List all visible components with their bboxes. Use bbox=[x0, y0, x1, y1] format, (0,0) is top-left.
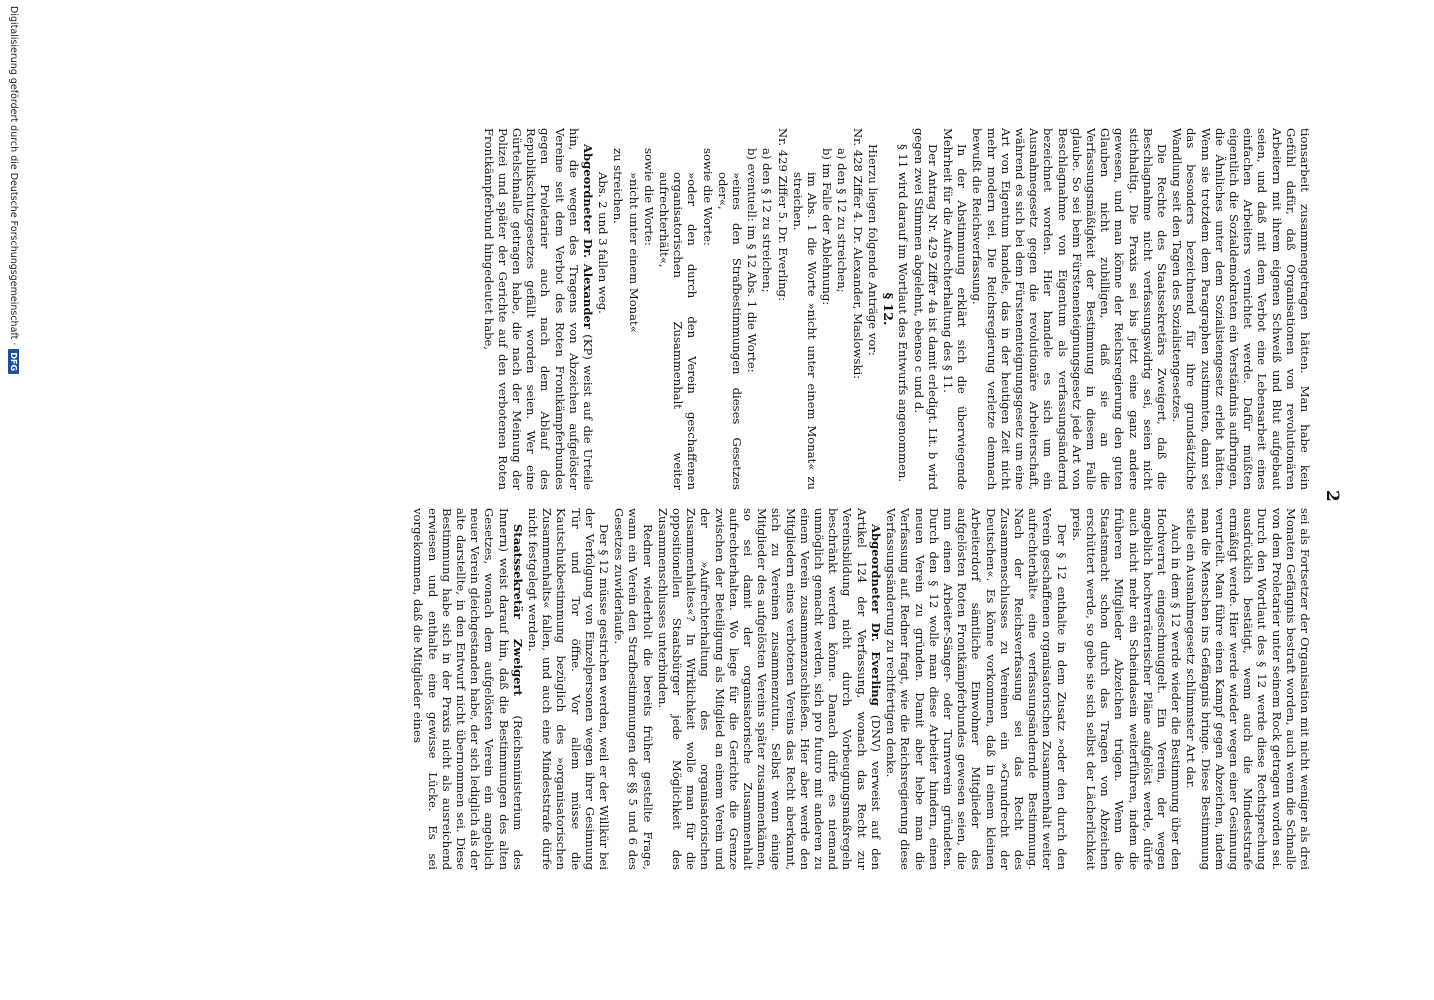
dfg-logo: DFG bbox=[8, 349, 19, 374]
left-column bbox=[102, 128, 1312, 490]
speech-paragraph bbox=[656, 508, 883, 870]
motion-item: b) eventuell: im § 12 Abs. 1 die Worte: bbox=[745, 148, 760, 373]
quoted-text: »nicht unter einem Monat« bbox=[626, 172, 641, 333]
speech-paragraph bbox=[411, 508, 525, 870]
motion-item: b) im Falle der Ablehnung: bbox=[820, 148, 835, 306]
motion-item: a) den § 12 zu streichen; bbox=[760, 148, 775, 293]
paragraph: Auch in dem § 12 werde wieder die Bestimmung über den Hochverrat eingeschmuggelt. Ein Verein, der wegen angeblich hochverräterischer Pläne aufgelöst werde, dürfe auch nicht mehr ein Scheindasein weiterführen, indem die früheren Mitglieder Abzeichen trügen. Wenn die Staatsmacht schon durch das Tragen von Abzeichen erschüttert werde, so gebe sie sich selbst der Lächerlichkeit preis. bbox=[1069, 508, 1184, 870]
speech-text: (DNV) verweist auf den Artikel 124 der Verfassung, wonach das Recht zur Vereinsbildung nicht durch Vorbeugungsmaßregeln beschränkt werden könne. Danach dürfe es niemand unmöglich gemacht werden, sich pro futuro mit anderen zu einem Verein zusammenzuschließen. Hier aber werde den Mitgliedern eines verbotenen Vereins das Recht aberkannt, sich zu Vereinen zusammenzutun. Selbst wenn einige Mitglieder des aufgelösten Vereins später zusammenkämen, so sei damit der organisatorische Zusammenhalt aufrechterhalten. Wo liege für die Gerichte die Grenze zwischen der Beteiligung als Mitglied an einem Verein und der »Aufrechterhaltung des organisatorischen Zusammenhaltes«? In Wirklichkeit wolle man für die oppositionellen Staatsbürger jede Möglichkeit des Zusammenschlusses unterbinden. bbox=[655, 508, 883, 870]
paragraph: In der Abstimmung erklärt sich die überwiegende Mehrheit für die Aufrechterhaltung des § 11. bbox=[940, 128, 970, 490]
motion-text: sowie die Worte: bbox=[641, 148, 656, 246]
motion-text: Abs. 2 und 3 fallen weg. bbox=[596, 172, 611, 314]
speaker-name: Staatssekretär Zweigert bbox=[510, 524, 525, 697]
quoted-text: »oder den durch den Verein geschaffenen organisatorischen Zusammenhalt weiter aufrechterhält«, bbox=[657, 172, 700, 490]
motion-text: im Abs. 1 die Worte »nicht unter einem Monat« zu streichen. bbox=[790, 172, 820, 490]
paragraph: Die Rechte des Staatssekretärs Zweigert, daß die Beschlagnahme nicht verfassungswidrig sei, seien nicht stichhaltig. Die Praxis sei bis jetzt eine ganz andere gewesen, und man könne der Reichsregierung den guten Glauben nicht zubilligen, daß sie an die Verfassungsmäßigkeit der Bestimmung in diesem Falle glaube. So sei beim Fürstenenteignungsgesetz jede Art von Beschlagnahme von Eigentum als verfassungsändernd bezeichnet worden. Hier handele es sich um ein Ausnahmegesetz gegen die revolutionäre Arbeiterschaft, während es sich bei dem Fürstenenteignungsgesetz um eine Art von Eigentum handele, das in der heutigen Zeit nicht mehr modern sei. Die Reichsregierung verletze demnach bewußt die Reichsverfassung. bbox=[970, 128, 1169, 490]
paragraph: Der § 12 müsse gestrichen werden, weil er der Willkür bei der Verfolgung von Einzelpersonen wegen ihrer Gesinnung Tür und Tor öffne. Vor allem müsse die Kautschukbestimmung bezüglich des »organisatorischen Zusammenhalts« fallen, und auch eine Mindeststrafe dürfe nicht festgelegt werden. bbox=[526, 508, 612, 870]
right-column bbox=[102, 508, 1312, 870]
motion-item: a) den § 12 zu streichen; bbox=[835, 148, 850, 293]
speaker-name: Abgeordneter Dr. Everling bbox=[868, 524, 883, 706]
quoted-text: »eines den Strafbestimmungen dieses Gesetzes oder«, bbox=[715, 172, 745, 490]
motion-line: Nr. 429 Ziffer 5. Dr. Everling: bbox=[775, 128, 790, 301]
motion-line: Nr. 428 Ziffer 4. Dr. Alexander, Maslowski: bbox=[850, 128, 865, 380]
motion-text: zu streichen. bbox=[611, 148, 626, 224]
page-number: 2 bbox=[1322, 490, 1342, 502]
section-heading: § 12. bbox=[881, 292, 897, 326]
paragraph: sei als Fortsetzer der Organisation mit nicht weniger als drei Monaten Gefängnis bestraft worden, auch wenn die Schnalle von dem Proletarier unter seinem Rock getragen worden sei. Durch den Wortlaut des § 12 werde diese Rechtsprechung ausdrücklich bestätigt, wenn auch die Mindeststrafe ermäßigt werde. Hier werde wieder wegen einer Gesinnung verurteilt. Man führe einen Kampf gegen Abzeichen, indem man die Menschen ins Gefängnis bringe. Diese Bestimmung stelle ein Ausnahmegesetz schlimmster Art dar. bbox=[1184, 508, 1312, 870]
paragraph: tionsarbeit zusammengetragen hätten. Man habe kein Gefühl dafür, daß Organisationen von revolutionären Arbeitern mit ihrem eigenen Schweiß und Blut aufgebaut seien, und daß mit dem Verbot eine Lebensarbeit eines einfachen Arbeiters vernichtet werde. Dafür müßten eigentlich die Sozialdemokraten ein Verständnis aufbringen, die Ähnliches unter dem Sozialistengesetz erlebt hätten. Wenn sie trotzdem dem Paragraphen zustimmten, dann sei das besonders bezeichnend für ihre grundsätzliche Wandlung seit den Tagen des Sozialistengesetzes. bbox=[1170, 128, 1312, 490]
speech-paragraph bbox=[481, 128, 595, 490]
paragraph: Hierzu liegen folgende Anträge vor: bbox=[865, 144, 880, 356]
digitization-footer bbox=[8, 0, 19, 1000]
paragraph: Redner wiederholt die bereits früher gestellte Frage, wann ein Verein den Strafbestimmungen der §§ 5 und 6 des Gesetzes zuwiderlaufe. bbox=[612, 508, 655, 870]
speech-text: (Reichsministerium des Innern) weist darauf hin, daß die Bestimmungen des alten Gesetzes, wonach dem aufgelösten Verein ein angeblich neuer Verein gleichgestanden habe, der sich lediglich als der alte darstellte, in den Entwurf nicht übernommen sei. Diese Bestimmung habe sich in der Praxis nicht als ausreichend erwiesen und enthalte eine gewisse Lücke. Es sei vorgekommen, daß die Mitglieder eines bbox=[411, 508, 525, 870]
footer-text: Digitalisierung gefördert durch die Deutsche Forschungsgemeinschaft · bbox=[8, 6, 19, 346]
paragraph: § 11 wird darauf im Wortlaut des Entwurfs angenommen. bbox=[896, 144, 911, 483]
paragraph: Der § 12 enthalte in dem Zusatz »oder den durch den Verein geschaffenen organisatorischen Zusammenhalt weiter aufrechterhält« eine verfassungsändernde Bestimmung. Nach der Reichsverfassung sei das Recht des Zusammenschlusses zu Vereinen ein »Grundrecht der Deutschen«. Es könne vorkommen, daß in einem kleinen Arbeiterdorf sämtliche Einwohner Mitglieder des aufgelösten Roten Frontkämpferbundes gewesen seien, die nun einen Arbeiter-Sänger- oder Turnverein gründeten. Durch den § 12 wolle man diese Arbeiter hindern, einen neuen Verein zu gründen. Damit aber hebe man die Verfassung auf. Redner fragt, wie die Reichsregierung diese Verfassungsänderung zu rechtfertigen denke. bbox=[884, 508, 1069, 870]
motion-text: sowie die Worte: bbox=[700, 148, 715, 246]
speaker-name: Abgeordneter Dr. Alexander bbox=[581, 144, 596, 329]
paragraph: Der Antrag Nr. 429 Ziffer 4a ist damit erledigt. Lit. b wird gegen zwei Stimmen abgelehnt, ebenso c und d. bbox=[911, 128, 940, 490]
speech-text: (KP) weist auf die Urteile hin, die wegen des Tragens von Abzeichen aufgelöster Vereine seit dem Verbot des Roten Frontkämpferbundes gegen Proletarier auch nach dem Ablauf des Republikschutzgesetzes gefällt worden seien. Wer eine Gürtelschnalle getragen habe, die nach der Meinung der Polizei und später der Gerichte auf den verbotenen Roten Frontkämpferbund hingedeutet habe, bbox=[481, 128, 596, 490]
